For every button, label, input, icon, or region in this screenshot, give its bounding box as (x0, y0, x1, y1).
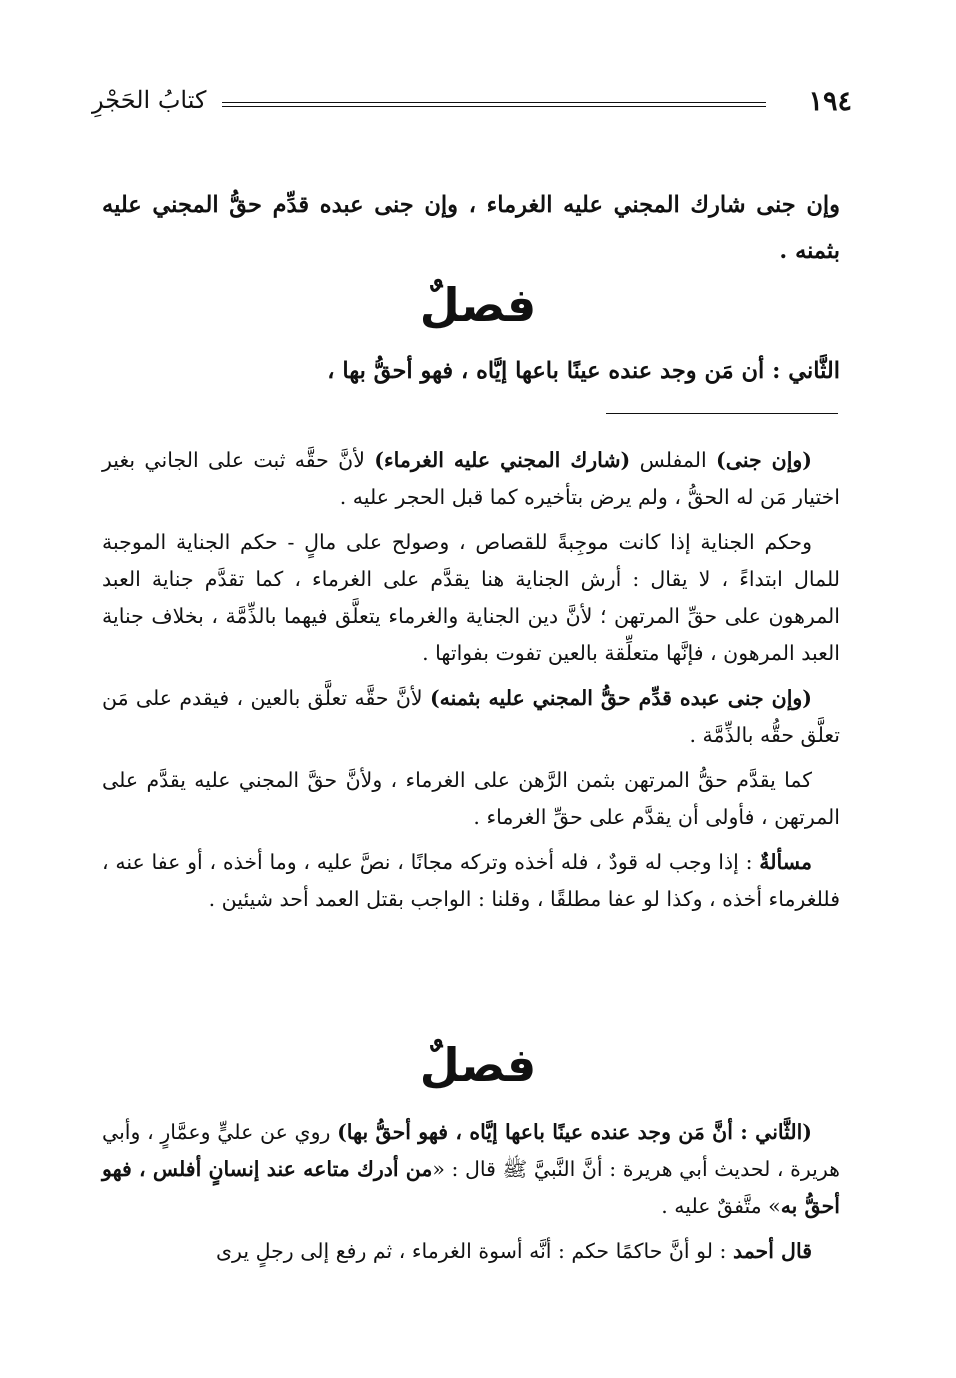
header-rule (222, 102, 766, 107)
speaker-label: قال أحمد (732, 1239, 812, 1263)
page-number: ١٩٤ (808, 86, 852, 117)
masala-label: مسألةٌ (759, 850, 812, 874)
matn-text-2: الثَّاني : أن مَن وجد عنده عينًا باعها إيَّاه ، فهو أحقُّ بها ، (327, 358, 840, 384)
text-span: : لو أنَّ حاكمًا حكم : أنَّه أسوة الغرماء ، ثم رفع إلى رجلٍ يرى (216, 1239, 733, 1263)
commentary-paragraph-5 (102, 844, 840, 918)
bold-quote: (وإن جنى عبده قدِّم حقُّ المجني عليه بثمنه) (429, 686, 812, 710)
text-span: » متَّفقٌ عليه . (661, 1194, 781, 1218)
commentary-paragraph-3 (102, 680, 840, 754)
text-span: لأنَّ حقَّه ثبت على الجاني بغير اختيار مَن له الحقُّ ، ولم يرض بتأخيره كما قبل الحجر عليه . (102, 448, 840, 509)
commentary-paragraph-7 (102, 1233, 840, 1270)
section-heading-fasl-1: فصلٌ (419, 278, 537, 332)
text-span: لأنَّ حقَّه تعلَّق بالعين ، فيقدم على مَن تعلَّق حقُّه بالذِّمَّة . (102, 686, 840, 747)
commentary-block-2 (102, 1114, 840, 1278)
book-title: كتابُ الحَجْرِ (92, 86, 207, 114)
bold-quote: (وإن جنى) (716, 448, 812, 472)
bold-quote: (شارك المجني عليه الغرماء) (374, 448, 631, 472)
commentary-paragraph-1 (102, 442, 840, 516)
text-span: روي عن عليٍّ وعمَّارٍ ، وأبي هريرة ، لحديث أبي هريرة : أنَّ النَّبيَّ ﷺ قال : « (102, 1120, 840, 1181)
text-span: : إذا وجب له قودٌ ، فله أخذه وتركه مجانًا ، نصَّ عليه ، وما أخذه ، أو عفا عنه ، فللغرماء أخذه ، وكذا لو عفا مطلقًا ، وقلنا : الواجب بقتل العمد أحد شيئين . (102, 850, 840, 911)
commentary-paragraph-6 (102, 1114, 840, 1225)
text-span: المفلس (630, 448, 717, 472)
commentary-paragraph-4: كما يقدَّم حقُّ المرتهن بثمن الرَّهن على الغرماء ، ولأنَّ حقَّ المجني عليه يقدَّم على المرتهن ، فأولى أن يقدَّم على حقِّ الغرماء . (102, 768, 840, 829)
commentary-block-1 (102, 442, 840, 926)
matn-separator-rule (606, 413, 838, 414)
page-header (92, 84, 852, 124)
commentary-paragraph-2: وحكم الجناية إذا كانت موجِبةً للقصاص ، وصولح على مالٍ - حكم الجناية الموجبة للمال ابتداءً ، لا يقال : أرش الجناية هنا يقدَّم على الغرماء ، كما تقدَّم جناية العبد المرهون على حقِّ المرتهن ؛ لأنَّ دين الجناية والغرماء يتعلَّق فيهما بالذِّمَّة ، بخلاف جناية العبد المرهون ، فإنَّها متعلِّقة بالعين تفوت بفواتها . (102, 530, 840, 665)
hadith-quote: من أدرك متاعه عند إنسانٍ أفلس ، فهو أحقُّ به (102, 1157, 840, 1218)
matn-text-1: وإن جنى شارك المجني عليه الغرماء ، وإن جنى عبده قدِّم حقُّ المجني عليه بثمنه . (102, 192, 840, 264)
bold-quote: (الثَّاني : أنَّ مَن وجد عنده عينًا باعها إيَّاه ، فهو أحقُّ بها) (337, 1120, 812, 1144)
section-heading-fasl-2: فصلٌ (419, 1038, 537, 1092)
